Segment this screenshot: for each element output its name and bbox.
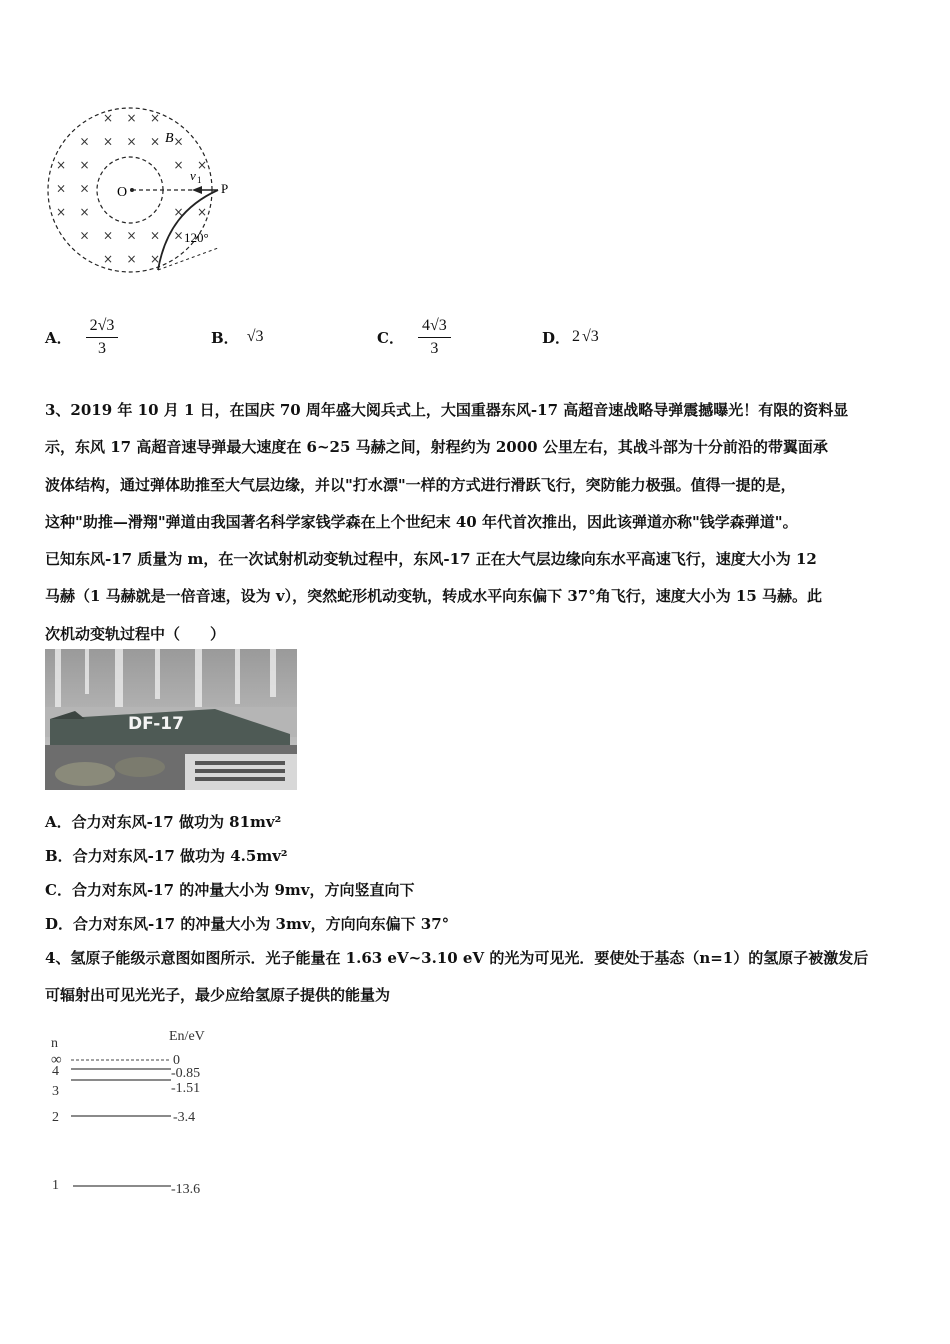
field-cross-mark: × [197,205,208,219]
q3-line: 马赫（1 马赫就是一倍音速，设为 v），突然蛇形机动变轨，转成水平向东偏下 37°角飞行，速度大小为 15 马赫。此 [45,587,823,606]
field-cross-mark: × [103,252,114,266]
field-cross-mark: × [150,228,161,243]
magnetic-field-diagram [40,100,240,285]
energy-level-diagram [45,1020,235,1205]
field-cross-mark: × [173,228,184,243]
choice-d-prefix: 2 [572,328,581,345]
field-cross-mark: × [150,134,161,149]
question-2-choices [45,312,925,362]
field-cross-mark: × [79,134,90,149]
level-e-3: -1.51 [171,1081,201,1096]
fraction-num: 2√3 [86,317,119,338]
level-e-inf: 0 [173,1053,180,1068]
header-energy: En/eV [169,1029,205,1044]
fraction [418,317,451,358]
label-v1: v [190,168,196,183]
q3-line: 这种"助推—滑翔"弹道由我国著名科学家钱学森在上个世纪末 40 年代首次推出，因此该弹道亦称"钱学森弹道"。 [45,512,798,531]
df17-missile-photo [45,649,297,790]
field-cross-mark: × [150,111,161,125]
q3-line: 波体结构，通过弹体助推至大气层边缘，并以"打水漂"一样的方式进行滑跃飞行，突防能力极强。值得一提的是， [45,475,796,494]
fraction-num: 4√3 [418,317,451,338]
choice-b-value: √3 [246,328,264,345]
label-O: O [117,185,128,200]
level-n-inf: ∞ [51,1052,62,1068]
field-cross-mark: × [56,181,67,196]
question-3-text [45,392,905,653]
q4-line: 可辐射出可见光光子，最少应给氢原子提供的能量为 [45,986,391,1004]
level-n-2: 2 [52,1110,59,1125]
option-a[interactable]: A．合力对东风-17 做功为 81mv² [45,813,282,831]
choice-b-letter: B． [211,328,239,347]
field-cross-mark: × [173,134,184,149]
fraction-den: 3 [98,339,107,357]
label-P: P [221,181,229,196]
label-B: B [165,131,174,146]
field-cross-mark: × [150,252,161,266]
field-cross-mark: × [103,134,114,149]
level-e-4: -0.85 [171,1066,201,1081]
q3-line: 已知东风-17 质量为 m，在一次试射机动变轨过程中，东风-17 正在大气层边缘向东水平高速飞行，速度大小为 12 [45,550,817,569]
field-cross-mark: × [126,134,137,149]
label-v1-sub: 1 [197,175,202,185]
label-angle: 120° [184,230,209,245]
choice-a[interactable] [45,312,118,362]
q3-line: 示，东风 17 高超音速导弹最大速度在 6~25 马赫之间，射程约为 2000 公里左右，其战斗部为十分前沿的带翼面承 [45,438,828,457]
field-cross-mark: × [103,228,114,243]
q4-line: 4、氢原子能级示意图如图所示．光子能量在 1.63 eV~3.10 eV 的光为可见光．要使处于基态（n=1）的氢原子被激发后 [45,949,869,967]
field-cross-mark: × [56,205,67,219]
option-b[interactable]: B．合力对东风-17 做功为 4.5mv² [45,847,288,865]
level-e-2: -3.4 [173,1110,196,1125]
field-cross-mark: × [126,252,137,266]
q3-line: 3、2019 年 10 月 1 日，在国庆 70 周年盛大阅兵式上，大国重器东风-17 高超音速战略导弹震撼曝光！有限的资料显 [45,401,849,419]
field-cross-mark: × [173,158,184,172]
field-cross-mark: × [126,111,137,125]
q3-line: 次机动变轨过程中（ ） [45,624,226,643]
choice-a-letter: A． [45,328,72,347]
field-cross-mark: × [126,228,137,243]
level-n-4: 4 [52,1064,59,1079]
choice-d-value: √3 [582,328,599,345]
photo-label: DF-17 [128,714,184,734]
question-4-text [45,940,915,1014]
field-cross-mark: × [56,158,67,172]
choice-d-letter: D． [542,328,571,347]
field-cross-mark: × [79,205,90,219]
field-cross-mark: × [173,205,184,219]
field-cross-mark: × [197,158,208,172]
level-n-1: 1 [52,1178,59,1193]
choice-b[interactable] [211,312,263,362]
level-n-3: 3 [52,1084,59,1099]
field-cross-mark: × [79,181,90,196]
choice-c-letter: C． [377,328,404,347]
fraction-den: 3 [430,339,439,357]
field-cross-mark: × [79,158,90,172]
choice-d[interactable] [542,312,599,362]
field-cross-mark: × [103,111,114,125]
fraction [86,317,119,358]
choice-c[interactable] [377,312,451,362]
question-3-options [45,805,905,941]
header-n: n [51,1036,58,1051]
field-cross-mark: × [79,228,90,243]
option-c[interactable]: C．合力对东风-17 的冲量大小为 9mv，方向竖直向下 [45,881,415,899]
option-d[interactable]: D．合力对东风-17 的冲量大小为 3mv，方向向东偏下 37° [45,915,450,933]
level-e-1: -13.6 [171,1182,201,1197]
